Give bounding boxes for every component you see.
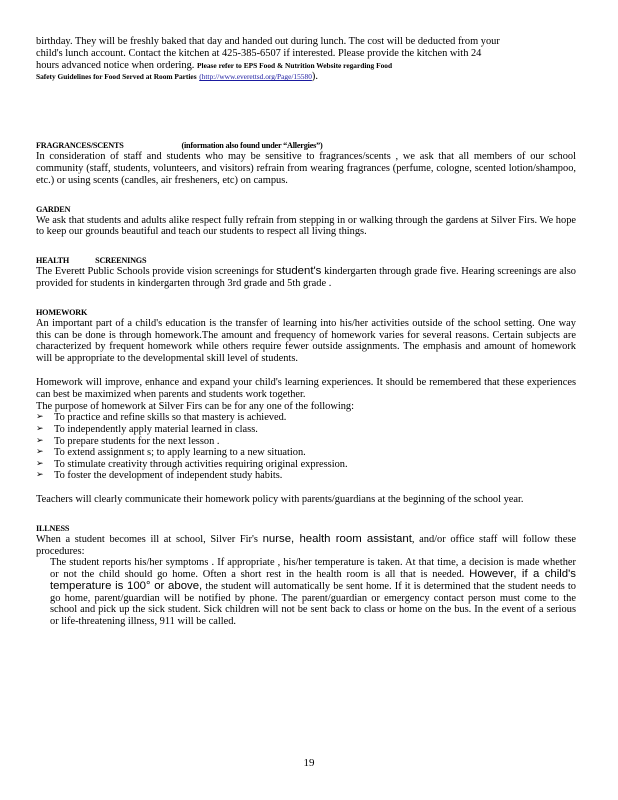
illness-intro-end: , and/or office staff will follow these procedures: (36, 533, 576, 557)
food-safety-guideline-a: Please refer to EPS Food & Nutrition Website regarding Food (197, 60, 393, 70)
list-item (36, 447, 576, 459)
illness-heading: ILLNESS (36, 523, 70, 533)
lunch-section (36, 36, 576, 83)
purpose-text: To extend assignment s; to apply learning to a new situation. (54, 447, 306, 459)
health-heading-word-2: SCREENINGS (95, 256, 147, 266)
fragrances-allergy-note: (information also found under “Allergies”) (181, 141, 323, 151)
list-item (36, 436, 576, 448)
garden-section (36, 205, 576, 239)
health-screenings-section (36, 256, 576, 290)
list-item (36, 470, 576, 482)
illness-procedure-emph: However, if a child's temperature is 100° or above, (50, 568, 576, 592)
health-body-emph: student's (276, 265, 322, 278)
document-page (36, 36, 576, 628)
fragrances-body: In consideration of staff and students who may be sensitive to fragrances/scents , we ask that all members of our school community (staff, students, volunteers, and visitors) refrain from wearing fragrances (perfume, cologne, scented lotion/shampoo, etc.) or using scents (candles, air fresheners, etc) on campus. (36, 151, 576, 186)
purpose-text: To practice and refine skills so that mastery is achieved. (54, 412, 287, 424)
lunch-line-1: birthday. They will be freshly baked that day and handed out during lunch. The cost will be deducted from your (36, 36, 500, 47)
arrow-bullet-icon: ➢ (36, 447, 44, 458)
health-body-end: kindergarten through grade five. Hearing screenings are also provided for students in kindergarten through 3rd grade and 5th grade . (36, 266, 576, 289)
arrow-bullet-icon: ➢ (36, 458, 44, 469)
homework-paragraph-3: Teachers will clearly communicate their homework policy with parents/guardians at the beginning of the school year. (36, 493, 524, 505)
eps-food-link[interactable]: (http://www.everettsd.org/Page/15580 (199, 72, 312, 82)
purpose-text: To foster the development of independent study habits. (54, 470, 283, 482)
list-item (36, 412, 576, 424)
health-screenings-body (36, 266, 576, 290)
arrow-bullet-icon: ➢ (36, 470, 44, 481)
lunch-line-3-text: hours advanced notice when ordering. (36, 59, 195, 71)
health-heading-word-1: HEALTH (36, 256, 70, 266)
illness-procedure-end: the student will automatically be sent home. If it is determined that the student needs to go home, parent/guardian will be notified by phone. The parent/guardian or emergency contact person must come to the school and pick up the sick student. Sick children will not be sent back to class or home on the bus. In the event of a serious or life-threatening illness, 911 will be called. (50, 580, 576, 628)
homework-paragraph-2: Homework will improve, enhance and expand your child's learning experiences. It should be remembered that these experiences can best be maximized when parents and students work together. (36, 376, 576, 400)
arrow-bullet-icon: ➢ (36, 412, 44, 423)
illness-section (36, 524, 576, 628)
purpose-text: To prepare students for the next lesson . (54, 435, 220, 447)
page-number: 19 (303, 757, 315, 769)
homework-heading: HOMEWORK (36, 307, 88, 317)
illness-intro (36, 534, 576, 558)
health-screenings-heading (36, 256, 576, 265)
illness-intro-emph: nurse, health room assistant (262, 532, 412, 545)
garden-body: We ask that students and adults alike respect fully refrain from stepping in or walking through the gardens at Silver Firs. We hope to keep our grounds beautiful and teach our students to respect all living things. (36, 214, 576, 238)
arrow-bullet-icon: ➢ (36, 423, 44, 434)
list-item (36, 459, 576, 471)
link-end: ). (311, 71, 318, 83)
purpose-text: To independently apply material learned in class. (54, 423, 258, 435)
lunch-line-3 (36, 60, 576, 72)
list-item (36, 424, 576, 436)
fragrances-heading (36, 141, 576, 150)
lunch-line-2: child's lunch account. Contact the kitchen at 425-385-6507 if interested. Please provide the kitchen with 24 (36, 47, 482, 59)
health-body-start: The Everett Public Schools provide vision screenings for (36, 266, 274, 278)
homework-paragraph-1: An important part of a child's education is the transfer of learning into his/her activities outside of the school setting. One way this can be done is through homework.The amount and frequency of homework varies for several reasons. Certain subjects are characterized by frequent homework while others require fewer outside assignments. The emphasis and amount of homework will be appropriate to the developmental skill level of students. (36, 317, 576, 365)
arrow-bullet-icon: ➢ (36, 435, 44, 446)
food-safety-guideline-b: Safety Guidelines for Food Served at Room Parties (36, 72, 197, 82)
homework-purpose-list (36, 412, 576, 482)
homework-section (36, 308, 576, 506)
homework-purpose-intro: The purpose of homework at Silver Firs can be for any one of the following: (36, 400, 354, 412)
illness-procedure-start: The student reports his/her symptoms . If appropriate , his/her temperature is taken. At that time, a decision is made whether or not the child should go home. Often a short rest in the health room is all that is needed. (50, 557, 576, 581)
fragrances-section (36, 141, 576, 186)
lunch-line-4 (36, 71, 576, 83)
garden-heading: GARDEN (36, 204, 71, 214)
illness-procedure (50, 557, 576, 628)
fragrances-heading-title: FRAGRANCES/SCENTS (36, 141, 124, 151)
illness-intro-start: When a student becomes ill at school, Silver Fir's (36, 533, 258, 545)
purpose-text: To stimulate creativity through activities requiring original expression. (54, 458, 348, 470)
